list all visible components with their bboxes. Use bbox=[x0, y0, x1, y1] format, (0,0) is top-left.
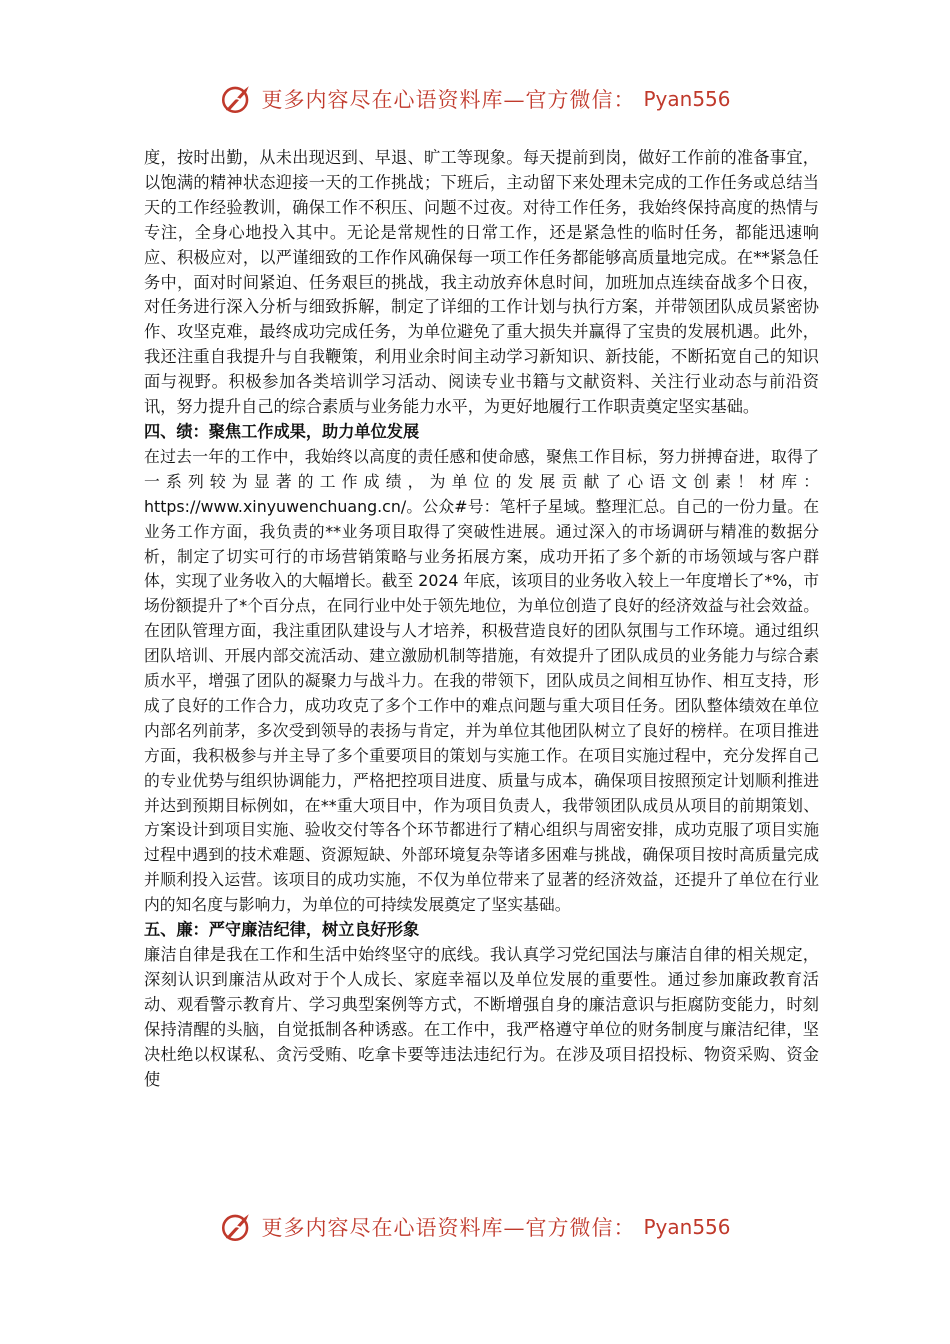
footer-banner bbox=[0, 1210, 950, 1244]
paragraph: 在过去一年的工作中，我始终以高度的责任感和使命感，聚焦工作目标，努力拼搏奋进，取得了一系列较为显著的工作成绩，为单位的发展贡献了心语文创素！材库：https://www.xinyuwenchuang.cn/。公众#号：笔杆子星域。整理汇总。自己的一份力量。在业务工作方面，我负责的**业务项目取得了突破性进展。通过深入的市场调研与精准的数据分析，制定了切实可行的市场营销策略与业务拓展方案，成功开拓了多个新的市场领域与客户群体，实现了业务收入的大幅增长。截至 2024 年底，该项目的业务收入较上一年度增长了*%，市场份额提升了*个百分点，在同行业中处于领先地位，为单位创造了良好的经济效益与社会效益。在团队管理方面，我注重团队建设与人才培养，积极营造良好的团队氛围与工作环境。通过组织团队培训、开展内部交流活动、建立激励机制等措施，有效提升了团队成员的业务能力与综合素质水平，增强了团队的凝聚力与战斗力。在我的带领下，团队成员之间相互协作、相互支持，形成了良好的工作合力，成功攻克了多个工作中的难点问题与重大项目任务。团队整体绩效在单位内部名列前茅，多次受到领导的表扬与肯定，并为单位其他团队树立了良好的榜样。在项目推进方面，我积极参与并主导了多个重要项目的策划与实施工作。在项目实施过程中，充分发挥自己的专业优势与组织协调能力，严格把控项目进度、质量与成本，确保项目按照预定计划顺利推进并达到预期目标例如，在**重大项目中，作为项目负责人，我带领团队成员从项目的前期策划、方案设计到项目实施、验收交付等各个环节都进行了精心组织与周密安排，成功克服了项目实施过程中遇到的技术难题、资源短缺、外部环境复杂等诸多困难与挑战，确保项目按时高质量完成并顺利投入运营。该项目的成功实施，不仅为单位带来了显著的经济效益，还提升了单位在行业内的知名度与影响力，为单位的可持续发展奠定了坚实基础。 bbox=[144, 446, 819, 915]
pen-logo-icon bbox=[219, 82, 253, 116]
wechat-id: Pyan556 bbox=[643, 87, 731, 111]
wechat-id: Pyan556 bbox=[643, 1215, 731, 1239]
banner-text: 更多内容尽在心语资料库—官方微信： bbox=[261, 1216, 636, 1240]
document-body bbox=[144, 146, 819, 1092]
paragraph: 廉洁自律是我在工作和生活中始终坚守的底线。我认真学习党纪国法与廉洁自律的相关规定，深刻认识到廉洁从政对于个人成长、家庭幸福以及单位发展的重要性。通过参加廉政教育活动、观看警示教育片、学习典型案例等方式，不断增强自身的廉洁意识与拒腐防变能力，时刻保持清醒的头脑，自觉抵制各种诱惑。在工作中，我严格遵守单位的财务制度与廉洁纪律，坚决杜绝以权谋私、贪污受贿、吃拿卡要等违法违纪行为。在涉及项目招投标、物资采购、资金使 bbox=[144, 945, 819, 1089]
section-heading-5: 五、廉：严守廉洁纪律，树立良好形象 bbox=[144, 920, 420, 940]
banner-text: 更多内容尽在心语资料库—官方微信： bbox=[261, 88, 636, 112]
section-heading-4: 四、绩：聚焦工作成果，助力单位发展 bbox=[144, 421, 420, 441]
header-banner bbox=[0, 82, 950, 116]
pen-logo-icon bbox=[219, 1210, 253, 1244]
paragraph: 度，按时出勤，从未出现迟到、早退、旷工等现象。每天提前到岗，做好工作前的准备事宜，以饱满的精神状态迎接一天的工作挑战；下班后，主动留下来处理未完成的工作任务或总结当天的工作经验教训，确保工作不积压、问题不过夜。对待工作任务，我始终保持高度的热情与专注，全身心地投入其中。无论是常规性的日常工作，还是紧急性的临时任务，都能迅速响应、积极应对，以严谨细致的工作作风确保每一项工作任务都能够高质量地完成。在**紧急任务中，面对时间紧迫、任务艰巨的挑战，我主动放弃休息时间，加班加点连续奋战多个日夜，对任务进行深入分析与细致拆解，制定了详细的工作计划与执行方案，并带领团队成员紧密协作、攻坚克难，最终成功完成任务，为单位避免了重大损失并赢得了宝贵的发展机遇。此外，我还注重自我提升与自我鞭策，利用业余时间主动学习新知识、新技能，不断拓宽自己的知识面与视野。积极参加各类培训学习活动、阅读专业书籍与文献资料、关注行业动态与前沿资讯，努力提升自己的综合素质与业务能力水平，为更好地履行工作职责奠定坚实基础。 bbox=[144, 148, 819, 417]
